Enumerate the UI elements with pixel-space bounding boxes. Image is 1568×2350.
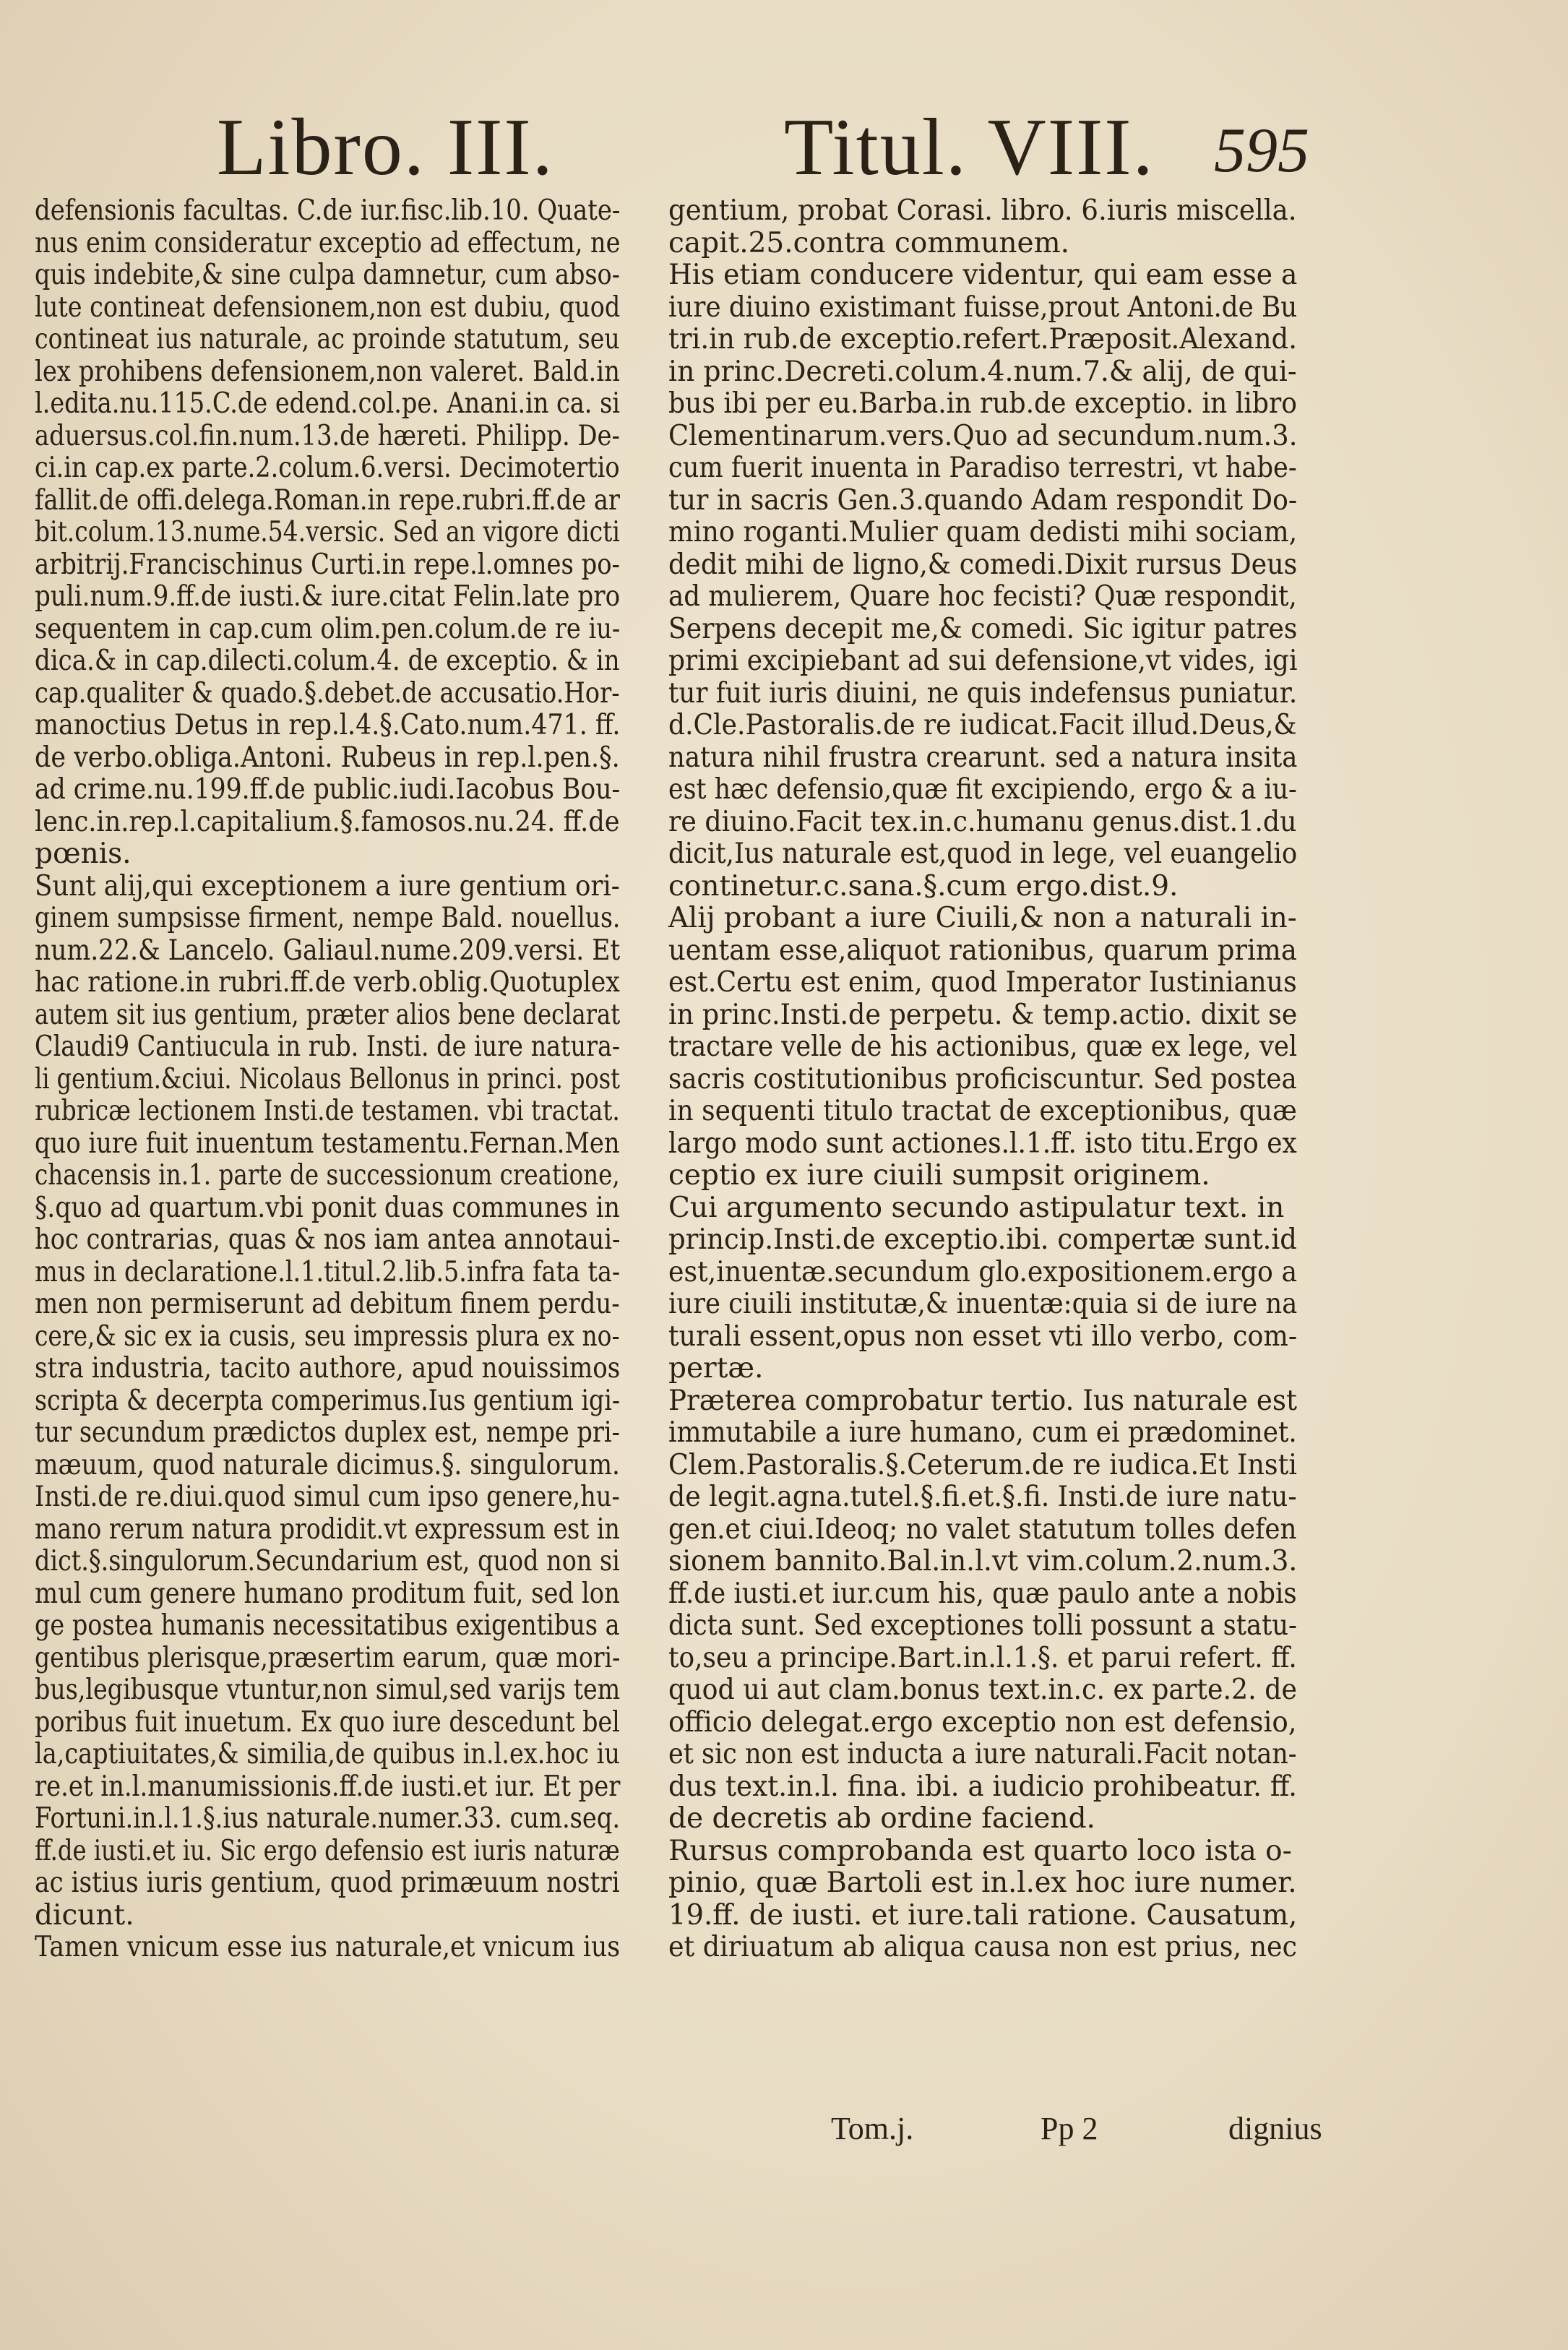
text-line: mano rerum natura prodidit.vt expressum est in — [35, 1512, 620, 1546]
text-line: Præterea comprobatur tertio. Ius naturale est — [668, 1384, 1297, 1417]
text-line: iure diuino existimant fuisse,prout Antoni.de Bu — [668, 290, 1298, 324]
text-line: tur fuit iuris diuini, ne quis indefensus puniatur. — [668, 676, 1298, 710]
text-line: dus text.in.l. fina. ibi. a iudicio prohibeatur. ff. — [668, 1770, 1297, 1803]
text-line: Serpens decepit me,& comedi. Sic igitur patres — [668, 612, 1298, 645]
text-line: pertæ. — [668, 1352, 764, 1385]
text-line: gen.et ciui.Ideoq; no valet statutum tolles defen — [668, 1512, 1297, 1546]
text-line: re diuino.Facit tex.in.c.humanu genus.dist.1.du — [668, 805, 1297, 838]
text-line: Tamen vnicum esse ius naturale,et vnicum ius — [35, 1931, 621, 1963]
text-line: stra industria, tacito authore, apud nouissimos — [35, 1352, 621, 1385]
text-line: ac istius iuris gentium, quod primæuum nostri — [35, 1867, 620, 1899]
text-line: iure ciuili institutæ,& inuentæ:quia si de iure na — [668, 1288, 1298, 1320]
footer-catchword: dignius — [1228, 2111, 1322, 2146]
text-line: nus enim consideratur exceptio ad effectum, ne — [35, 226, 621, 259]
text-line: pinio, quæ Bartoli est in.l.ex hoc iure numer. — [668, 1867, 1297, 1899]
text-line: turali essent,opus non esset vti illo verbo, com- — [668, 1320, 1298, 1353]
text-line: sionem bannito.Bal.in.l.vt vim.colum.2.num.3. — [668, 1545, 1298, 1578]
text-line: contineat ius naturale, ac proinde statutum, seu — [35, 323, 620, 356]
text-line: et diriuatum ab aliqua causa non est prius, nec — [668, 1931, 1297, 1963]
text-line: arbitrij.Francischinus Curti.in repe.l.omnes po- — [35, 548, 620, 581]
text-line: 19.ff. de iusti. et iure.tali ratione. Causatum, — [668, 1898, 1298, 1932]
text-line: Clem.Pastoralis.§.Ceterum.de re iudica.Et Insti — [668, 1448, 1297, 1481]
text-line: ff.de iusti.et iu. Sic ergo defensio est iuris naturæ — [35, 1834, 620, 1867]
text-line: tur secundum prædictos duplex est, nempe pri- — [35, 1416, 621, 1449]
page-number: 595 — [1214, 116, 1309, 186]
text-line: princip.Insti.de exceptio.ibi. compertæ sunt.id — [668, 1223, 1297, 1256]
text-line: li gentium.&ciui. Nicolaus Bellonus in princi. post — [35, 1062, 620, 1096]
text-line: dica.& in cap.dilecti.colum.4. de exceptio. & in — [35, 645, 620, 677]
text-line: dicit,Ius naturale est,quod in lege, vel euangelio — [668, 838, 1298, 870]
header-book: Libro. III. — [217, 103, 554, 192]
text-line: est.Certu est enim, quod Imperator Iustinianus — [668, 966, 1297, 999]
text-line: chacensis in.1. parte de successionum creatione, — [35, 1159, 620, 1192]
text-line: et sic non est inducta a iure naturali.Facit notan- — [668, 1738, 1297, 1770]
text-line: puli.num.9.ff.de iusti.& iure.citat Felin.late pro — [35, 580, 621, 613]
left-text-column — [35, 195, 620, 1964]
text-line: to,seu a principe.Bart.in.l.1.§. et parui refert. ff. — [668, 1641, 1297, 1674]
text-line: gentium, probat Corasi. libro. 6.iuris miscella. — [668, 194, 1297, 227]
text-line: quis indebite,& sine culpa damnetur, cum abso- — [35, 259, 620, 291]
text-line: fallit.de offi.delega.Roman.in repe.rubri.ff.de ar — [35, 483, 620, 517]
text-line: ceptio ex iure ciuili sumpsit originem. — [668, 1159, 1210, 1192]
text-line: Rursus comprobanda est quarto loco ista o- — [668, 1834, 1292, 1867]
text-line: tractare velle de his actionibus, quæ ex lege, vel — [668, 1030, 1298, 1063]
text-line: in sequenti titulo tractat de exceptionibus, quæ — [668, 1095, 1297, 1127]
text-line: hoc contrarias, quas & nos iam antea annotaui- — [35, 1223, 621, 1256]
text-line: ad mulierem, Quare hoc fecisti? Quæ respondit, — [668, 580, 1297, 613]
text-line: quo iure fuit inuentum testamentu.Fernan.Men — [35, 1127, 620, 1160]
text-line: de verbo.obliga.Antoni. Rubeus in rep.l.pen.§. — [35, 741, 620, 774]
text-line: cum fuerit inuenta in Paradiso terrestri, vt habe- — [668, 452, 1297, 484]
text-line: gentibus plerisque,præsertim earum, quæ mori- — [35, 1641, 621, 1674]
footer-signature-mark: Pp 2 — [1041, 2111, 1098, 2146]
text-line: aduersus.col.fin.num.13.de hæreti. Philipp. De- — [35, 419, 620, 452]
text-line: ginem sumpsisse firment, nempe Bald. nouellus. — [35, 902, 621, 934]
text-line: autem sit ius gentium, præter alios bene declarat — [35, 998, 621, 1031]
text-line: immutabile a iure humano, cum ei prædominet. — [668, 1416, 1297, 1449]
text-line: natura nihil frustra crearunt. sed a natura insita — [668, 741, 1298, 774]
text-line: est,inuentæ.secundum glo.expositionem.ergo a — [668, 1255, 1298, 1288]
text-line: Alij probant a iure Ciuili,& non a naturali in- — [668, 902, 1297, 934]
text-line: Claudi9 Cantiucula in rub. Insti. de iure natura- — [35, 1030, 621, 1063]
text-line: bus,legibusque vtuntur,non simul,sed varijs tem — [35, 1674, 621, 1706]
text-line: sacris costitutionibus proficiscuntur. Sed postea — [668, 1062, 1297, 1096]
text-line: Sunt alij,qui exceptionem a iure gentium ori- — [35, 869, 620, 903]
text-line: tur in sacris Gen.3.quando Adam respondit Do- — [668, 483, 1298, 517]
text-line: de decretis ab ordine faciend. — [668, 1802, 1095, 1835]
text-line: ad crime.nu.199.ff.de public.iudi.Iacobus Bou- — [35, 773, 621, 806]
text-line: la,captiuitates,& similia,de quibus in.l.ex.hoc iu — [35, 1738, 620, 1770]
text-line: largo modo sunt actiones.l.1.ff. isto titu.Ergo ex — [668, 1127, 1297, 1160]
text-line: cap.qualiter & quado.§.debet.de accusatio.Hor- — [35, 676, 620, 710]
header-title: Titul. VIII. — [784, 103, 1155, 192]
text-line: de legit.agna.tutel.§.fi.et.§.fi. Insti.de iure natu- — [668, 1481, 1297, 1513]
text-line: pœnis. — [35, 838, 132, 870]
text-line: scripta & decerpta comperimus.Ius gentium igi- — [35, 1384, 621, 1417]
text-line: in princ.Decreti.colum.4.num.7.& alij, de qui- — [668, 355, 1297, 388]
text-line: bus ibi per eu.Barba.in rub.de exceptio. in libro — [668, 387, 1297, 420]
text-line: poribus fuit inuetum. Ex quo iure descedunt bel — [35, 1705, 620, 1739]
text-line: Cui argumento secundo astipulatur text. in — [668, 1191, 1285, 1224]
text-line: manoctius Detus in rep.l.4.§.Cato.num.471. ff. — [35, 709, 621, 741]
text-line: mul cum genere humano proditum fuit, sed lon — [35, 1577, 620, 1610]
text-line: ge postea humanis necessitatibus exigentibus a — [35, 1609, 620, 1642]
text-line: ci.in cap.ex parte.2.colum.6.versi. Decimotertio — [35, 452, 620, 484]
running-header — [0, 101, 1568, 195]
text-line: dicunt. — [35, 1898, 134, 1932]
text-line: bit.colum.13.nume.54.versic. Sed an vigore dicti — [35, 516, 620, 548]
text-line: l.edita.nu.115.C.de edend.col.pe. Anani.in ca. si — [35, 387, 620, 420]
text-line: §.quo ad quartum.vbi ponit duas communes in — [35, 1191, 620, 1224]
text-line: mæuum, quod naturale dicimus.§. singulorum. — [35, 1448, 620, 1481]
text-line: est hæc defensio,quæ fit excipiendo, ergo & a iu- — [668, 773, 1297, 806]
page-footer — [0, 2110, 1568, 2153]
text-line: defensionis facultas. C.de iur.fisc.lib.10. Quate- — [35, 194, 621, 227]
text-line: dedit mihi de ligno,& comedi.Dixit rursus Deus — [668, 548, 1298, 581]
text-line: d.Cle.Pastoralis.de re iudicat.Facit illud.Deus,& — [668, 709, 1297, 741]
text-line: dict.§.singulorum.Secundarium est, quod non si — [35, 1545, 620, 1578]
text-line: ff.de iusti.et iur.cum his, quæ paulo ante a nobis — [668, 1577, 1297, 1610]
text-line: sequentem in cap.cum olim.pen.colum.de re iu- — [35, 612, 621, 645]
text-line: Insti.de re.diui.quod simul cum ipso genere,hu- — [35, 1481, 620, 1513]
text-line: officio delegat.ergo exceptio non est defensio, — [668, 1705, 1297, 1739]
text-line: quod ui aut clam.bonus text.in.c. ex parte.2. de — [668, 1674, 1297, 1706]
text-line: lenc.in.rep.l.capitalium.§.famosos.nu.24. ff.de — [35, 805, 620, 838]
text-line: hac ratione.in rubri.ff.de verb.oblig.Quotuplex — [35, 966, 620, 999]
text-line: continetur.c.sana.§.cum ergo.dist.9. — [668, 869, 1179, 903]
text-line: in princ.Insti.de perpetu. & temp.actio. dixit se — [668, 998, 1298, 1031]
text-line: lex prohibens defensionem,non valeret. Bald.in — [35, 355, 620, 388]
text-line: Clementinarum.vers.Quo ad secundum.num.3. — [668, 419, 1298, 452]
text-line: dicta sunt. Sed exceptiones tolli possunt a statu- — [668, 1609, 1297, 1642]
footer-volume: Tom.j. — [831, 2111, 914, 2146]
text-line: men non permiserunt ad debitum finem perdu- — [35, 1288, 620, 1320]
text-line: lute contineat defensionem,non est dubiu, quod — [35, 290, 621, 324]
text-line: rubricæ lectionem Insti.de testamen. vbi tractat. — [35, 1095, 620, 1127]
text-line: Fortuni.in.l.1.§.ius naturale.numer.33. cum.seq. — [35, 1802, 621, 1835]
text-line: uentam esse,aliquot rationibus, quarum prima — [668, 934, 1297, 967]
text-line: mus in declaratione.l.1.titul.2.lib.5.infra fata ta- — [35, 1255, 621, 1288]
text-line: mino roganti.Mulier quam dedisti mihi sociam, — [668, 516, 1298, 548]
right-text-column — [668, 195, 1297, 1964]
text-line: re.et in.l.manumissionis.ff.de iusti.et iur. Et per — [35, 1770, 621, 1803]
text-line: His etiam conducere videntur, qui eam esse a — [668, 259, 1298, 291]
text-line: primi excipiebant ad sui defensione,vt vides, igi — [668, 645, 1298, 677]
text-line: capit.25.contra communem. — [668, 226, 1070, 259]
text-line: num.22.& Lancelo. Galiaul.nume.209.versi. Et — [35, 934, 621, 967]
text-line: tri.in rub.de exceptio.refert.Præposit.Alexand. — [668, 323, 1297, 356]
text-line: cere,& sic ex ia cusis, seu impressis plura ex no- — [35, 1320, 620, 1353]
